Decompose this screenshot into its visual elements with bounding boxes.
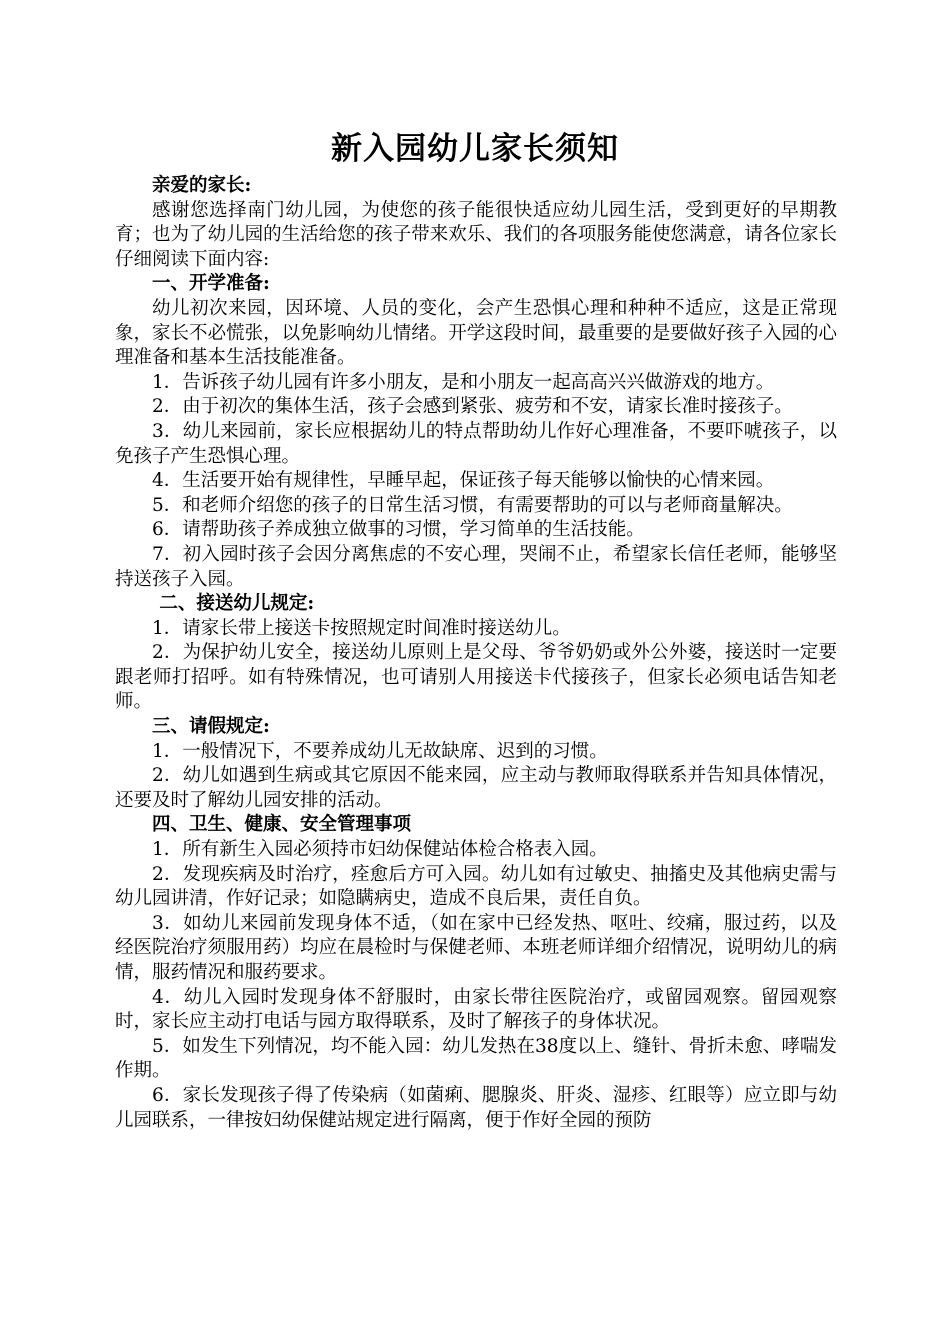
section-heading-pickup: 二、接送幼儿规定: xyxy=(159,593,315,615)
list-item: 3．如幼儿来园前发现身体不适，（如在家中已经发热、呕吐、绞痛，服过药，以及经医院治疗须服用药）均应在晨检时与保健老师、本班老师详细介绍情况，说明幼儿的病情，服药情况和服药要求。 xyxy=(115,912,837,983)
list-item: 1．请家长带上接送卡按照规定时间准时接送幼儿。 xyxy=(152,617,571,639)
section-paragraph: 幼儿初次来园，因环境、人员的变化，会产生恐惧心理和种种不适应，这是正常现象，家长不必慌张，以免影响幼儿情绪。开学这段时间，最重要的是要做好孩子入园的心理准备和基本生活技能准备。 xyxy=(115,297,837,369)
document-title: 新入园幼儿家长须知 xyxy=(331,131,619,167)
list-item: 2．幼儿如遇到生病或其它原因不能来园，应主动与教师取得联系并告知具体情况，还要及时了解幼儿园安排的活动。 xyxy=(115,765,837,811)
list-item: 2．发现疾病及时治疗，痊愈后方可入园。幼儿如有过敏史、抽搐史及其他病史需与幼儿园讲清，作好记录；如隐瞒病史，造成不良后果，责任自负。 xyxy=(115,863,837,910)
greeting: 亲爱的家长: xyxy=(152,175,252,196)
list-item: 4．幼儿入园时发现身体不舒服时，由家长带往医院治疗，或留园观察。留园观察时，家长应主动打电话与园方取得联系，及时了解孩子的身体状况。 xyxy=(115,986,837,1033)
intro-paragraph: 感谢您选择南门幼儿园，为使您的孩子能很快适应幼儿园生活，受到更好的早期教育；也为了幼儿园的生活给您的孩子带来欢乐、我们的各项服务能使您满意，请各位家长仔细阅读下面内容: xyxy=(115,199,837,270)
section-heading-leave: 三、请假规定: xyxy=(152,716,270,738)
list-item: 5．如发生下列情况，均不能入园：幼儿发热在38度以上、缝针、骨折未愈、哮喘发作期。 xyxy=(115,1035,837,1082)
list-item: 6．家长发现孩子得了传染病（如菌痢、腮腺炎、肝炎、湿疹、红眼等）应立即与幼儿园联系，一律按妇幼保健站规定进行隔离，便于作好全园的预防 xyxy=(115,1084,837,1131)
list-item: 1．所有新生入园必须持市妇幼保健站体检合格表入园。 xyxy=(152,839,608,861)
list-item: 2．由于初次的集体生活，孩子会感到紧张、疲劳和不安，请家长准时接孩子。 xyxy=(152,396,793,418)
list-item: 4．生活要开始有规律性，早睡早起，保证孩子每天能够以愉快的心情来园。 xyxy=(152,470,775,492)
list-item: 6．请帮助孩子养成独立做事的习惯，学习简单的生活技能。 xyxy=(152,519,645,541)
list-item: 1．一般情况下，不要养成幼儿无故缺席、迟到的习惯。 xyxy=(152,740,608,762)
section-heading-preparation: 一、开学准备: xyxy=(152,273,270,295)
list-item: 7．初入园时孩子会因分离焦虑的不安心理，哭闹不止，希望家长信任老师，能够坚持送孩子入园。 xyxy=(115,543,837,590)
list-item: 3．幼儿来园前，家长应根据幼儿的特点帮助幼儿作好心理准备，不要吓唬孩子，以免孩子产生恐惧心理。 xyxy=(115,420,837,467)
section-heading-health-safety: 四、卫生、健康、安全管理事项 xyxy=(152,814,412,836)
document-body xyxy=(115,174,837,1133)
list-item: 2．为保护幼儿安全，接送幼儿原则上是父母、爷爷奶奶或外公外婆，接送时一定要跟老师打招呼。如有特殊情况，也可请别人用接送卡代接孩子，但家长必须电话告知老师。 xyxy=(115,642,837,713)
list-item: 1．告诉孩子幼儿园有许多小朋友，是和小朋友一起高高兴兴做游戏的地方。 xyxy=(152,371,775,393)
list-item: 5．和老师介绍您的孩子的日常生活习惯，有需要帮助的可以与老师商量解决。 xyxy=(152,494,793,516)
